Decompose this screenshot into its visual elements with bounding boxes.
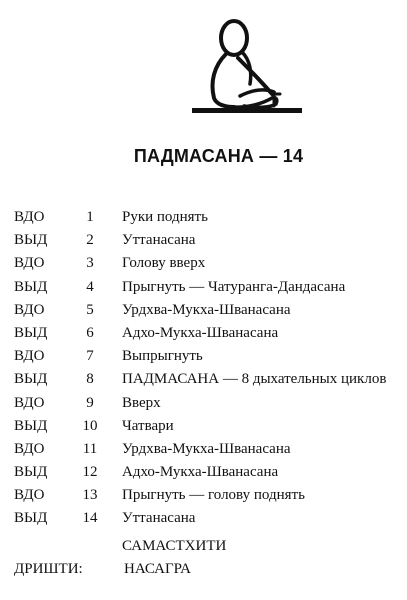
step-number: 11 bbox=[82, 440, 98, 457]
step-row bbox=[14, 485, 404, 508]
step-name: Вверх bbox=[122, 394, 161, 411]
samasthiti-label: САМАСТХИТИ bbox=[122, 538, 227, 554]
step-number: 14 bbox=[82, 510, 98, 527]
step-number: 12 bbox=[82, 464, 98, 481]
step-row bbox=[14, 207, 404, 230]
step-row bbox=[14, 416, 404, 439]
breath-cue: ВДО bbox=[14, 301, 45, 318]
step-number: 6 bbox=[86, 324, 94, 341]
step-number: 10 bbox=[82, 417, 98, 434]
breath-cue: ВДО bbox=[14, 394, 45, 411]
step-row bbox=[14, 300, 404, 323]
step-name: Выпрыгнуть bbox=[122, 348, 203, 365]
step-number: 13 bbox=[82, 487, 98, 504]
step-name: Урдхва-Мукха-Шванасана bbox=[122, 301, 291, 318]
breath-cue: ВЫД bbox=[14, 371, 48, 388]
step-name: Уттанасана bbox=[122, 232, 196, 249]
step-list bbox=[14, 207, 404, 532]
step-number: 3 bbox=[86, 255, 94, 272]
figure-head bbox=[221, 21, 247, 55]
drishti-label: ДРИШТИ: bbox=[14, 561, 83, 577]
step-name: Адхо-Мукха-Шванасана bbox=[122, 464, 279, 481]
breath-cue: ВЫД bbox=[14, 278, 48, 295]
step-number: 8 bbox=[86, 371, 94, 388]
breath-cue: ВДО bbox=[14, 440, 45, 457]
step-row bbox=[14, 346, 404, 369]
step-row bbox=[14, 508, 404, 531]
step-name: Урдхва-Мукха-Шванасана bbox=[122, 440, 291, 457]
step-name: Прыгнуть — Чатуранга-Дандасана bbox=[122, 278, 346, 295]
step-number: 1 bbox=[86, 209, 94, 225]
breath-cue: ВДО bbox=[14, 255, 45, 272]
step-row bbox=[14, 277, 404, 300]
drishti-value: НАСАГРА bbox=[124, 561, 191, 577]
breath-cue: ВДО bbox=[14, 209, 45, 225]
step-name: Голову вверх bbox=[122, 255, 206, 272]
step-row bbox=[14, 253, 404, 276]
step-number: 4 bbox=[86, 278, 94, 295]
step-number: 2 bbox=[86, 232, 94, 249]
page-title: ПАДМАСАНА — 14 bbox=[133, 146, 304, 166]
step-name: Руки поднять bbox=[122, 209, 208, 225]
breath-cue: ВЫД bbox=[14, 417, 48, 434]
step-number: 7 bbox=[86, 348, 94, 365]
breath-cue: ВЫД bbox=[14, 464, 48, 481]
step-name: Чатвари bbox=[122, 417, 174, 434]
step-row bbox=[14, 369, 404, 392]
figure-back bbox=[213, 54, 235, 107]
step-name: ПАДМАСАНА — 8 дыхательных циклов bbox=[122, 371, 387, 388]
breath-cue: ВДО bbox=[14, 487, 45, 504]
padmasana-figure-illustration bbox=[190, 8, 310, 120]
step-row bbox=[14, 323, 404, 346]
breath-cue: ВЫД bbox=[14, 510, 48, 527]
step-row bbox=[14, 230, 404, 253]
step-row bbox=[14, 462, 404, 485]
step-name: Прыгнуть — голову поднять bbox=[122, 487, 305, 504]
breath-cue: ВДО bbox=[14, 348, 45, 365]
step-row bbox=[14, 393, 404, 416]
step-number: 5 bbox=[86, 301, 94, 318]
figure-legs bbox=[234, 90, 277, 107]
step-row bbox=[14, 439, 404, 462]
step-number: 9 bbox=[86, 394, 94, 411]
breath-cue: ВЫД bbox=[14, 324, 48, 341]
breath-cue: ВЫД bbox=[14, 232, 48, 249]
step-name: Уттанасана bbox=[122, 510, 196, 527]
floor-line bbox=[192, 108, 302, 113]
step-name: Адхо-Мукха-Шванасана bbox=[122, 324, 279, 341]
